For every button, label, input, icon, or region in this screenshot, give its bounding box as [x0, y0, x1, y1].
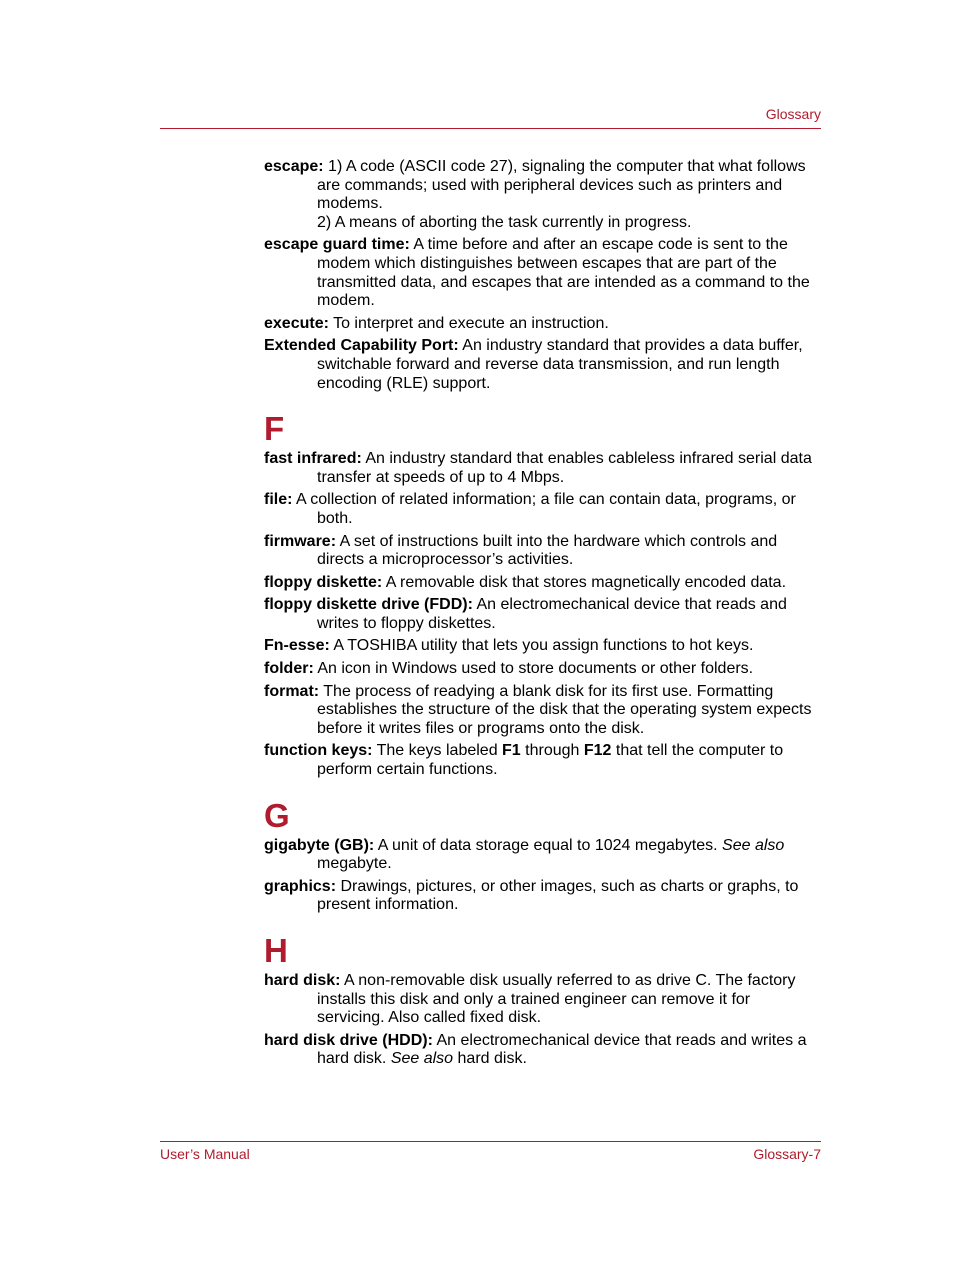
see-also-label: See also	[390, 1050, 454, 1068]
glossary-term: hard disk drive (HDD):	[264, 1031, 433, 1049]
glossary-definition: A removable disk that stores magnetically encoded data.	[382, 573, 787, 591]
footer-rule	[160, 1141, 821, 1142]
glossary-definition: A non-removable disk usually referred to as drive C. The factory installs this disk and only a trained engineer can remove it for servicing. Also called fixed disk.	[317, 972, 796, 1027]
glossary-entry-hard-disk	[264, 972, 821, 1028]
section-letter-h: H	[264, 932, 288, 969]
glossary-definition: The keys labeled	[372, 742, 503, 760]
glossary-term: floppy diskette:	[264, 573, 383, 591]
glossary-term: file:	[264, 491, 293, 509]
glossary-definition: that tell the computer to perform certain functions.	[317, 742, 784, 779]
glossary-definition: An industry standard that enables cableless infrared serial data transfer at speeds of up to 4 Mbps.	[317, 450, 812, 486]
glossary-term: fast infrared:	[264, 450, 362, 468]
glossary-term: format:	[264, 682, 320, 700]
glossary-entry-floppy-diskette	[264, 574, 821, 593]
glossary-entry-folder	[264, 660, 821, 679]
glossary-definition: A time before and after an escape code is sent to the modem which distinguishes between escapes that are part of the transmitted data, and escapes that are intended as a command to the modem.	[317, 236, 810, 310]
glossary-definition: A unit of data storage equal to 1024 megabytes.	[374, 836, 723, 854]
glossary-definition: An icon in Windows used to store documents or other folders.	[313, 660, 754, 678]
header-rule	[160, 128, 821, 129]
glossary-content	[264, 158, 821, 1073]
glossary-entry-hdd	[264, 1032, 821, 1069]
footer-manual-title: User’s Manual	[160, 1146, 250, 1162]
glossary-definition: The process of readying a blank disk for its first use. Formatting establishes the structure of the disk that the operating system expects before it writes files or programs onto the disk.	[317, 682, 812, 737]
glossary-entry-escape-guard-time	[264, 236, 821, 310]
glossary-definition-2: 2) A means of aborting the task currently in progress.	[317, 213, 692, 231]
glossary-term: Fn-esse:	[264, 637, 330, 655]
glossary-definition: An electromechanical device that reads and writes to floppy diskettes.	[317, 596, 787, 632]
glossary-entry-firmware	[264, 533, 821, 570]
glossary-entry-file	[264, 491, 821, 528]
key-label-f1: F1	[502, 742, 521, 760]
glossary-definition: An electromechanical device that reads and writes a hard disk.	[317, 1031, 807, 1068]
glossary-entry-fdd	[264, 596, 821, 633]
glossary-term: firmware:	[264, 532, 337, 550]
glossary-term: graphics:	[264, 877, 337, 895]
glossary-entry-fast-infrared	[264, 450, 821, 487]
running-header: Glossary	[765, 106, 821, 122]
glossary-entry-fn-esse	[264, 637, 821, 656]
key-label-f12: F12	[583, 742, 612, 760]
glossary-term: floppy diskette drive (FDD):	[264, 596, 473, 614]
glossary-definition: To interpret and execute an instruction.	[328, 314, 609, 332]
glossary-definition: A TOSHIBA utility that lets you assign functions to hot keys.	[329, 637, 754, 655]
glossary-term: folder:	[264, 660, 314, 678]
glossary-term: execute:	[264, 314, 329, 332]
cross-reference: hard disk.	[453, 1050, 527, 1068]
glossary-term: gigabyte (GB):	[264, 836, 375, 854]
glossary-term: function keys:	[264, 742, 373, 760]
glossary-entry-ecp	[264, 337, 821, 393]
page-number: Glossary-7	[753, 1146, 821, 1162]
glossary-definition: through	[520, 742, 584, 760]
glossary-term: Extended Capability Port:	[264, 337, 459, 355]
glossary-definition: Drawings, pictures, or other images, such as charts or graphs, to present information.	[317, 877, 799, 914]
glossary-definition: An industry standard that provides a data buffer, switchable forward and reverse data transmission, and run length encoding (RLE) support.	[317, 337, 803, 392]
glossary-entry-function-keys	[264, 742, 821, 779]
glossary-entry-escape	[264, 158, 821, 232]
glossary-term: hard disk:	[264, 972, 341, 989]
cross-reference: megabyte.	[317, 855, 392, 873]
glossary-definition: A set of instructions built into the hardware which controls and directs a microprocessor’s activities.	[317, 532, 778, 569]
glossary-entry-gigabyte	[264, 837, 821, 874]
section-letter-g: G	[264, 796, 290, 834]
glossary-entry-graphics	[264, 878, 821, 915]
glossary-term: escape guard time:	[264, 236, 410, 254]
see-also-label: See also	[722, 836, 785, 854]
glossary-entry-format	[264, 683, 821, 739]
section-letter-f: F	[264, 410, 285, 448]
glossary-definition: A collection of related information; a file can contain data, programs, or both.	[292, 491, 796, 527]
glossary-term: escape:	[264, 158, 324, 175]
glossary-entry-execute	[264, 315, 821, 334]
glossary-definition: 1) A code (ASCII code 27), signaling the computer that what follows are commands; used with peripheral devices such as printers and modems.	[317, 158, 806, 213]
